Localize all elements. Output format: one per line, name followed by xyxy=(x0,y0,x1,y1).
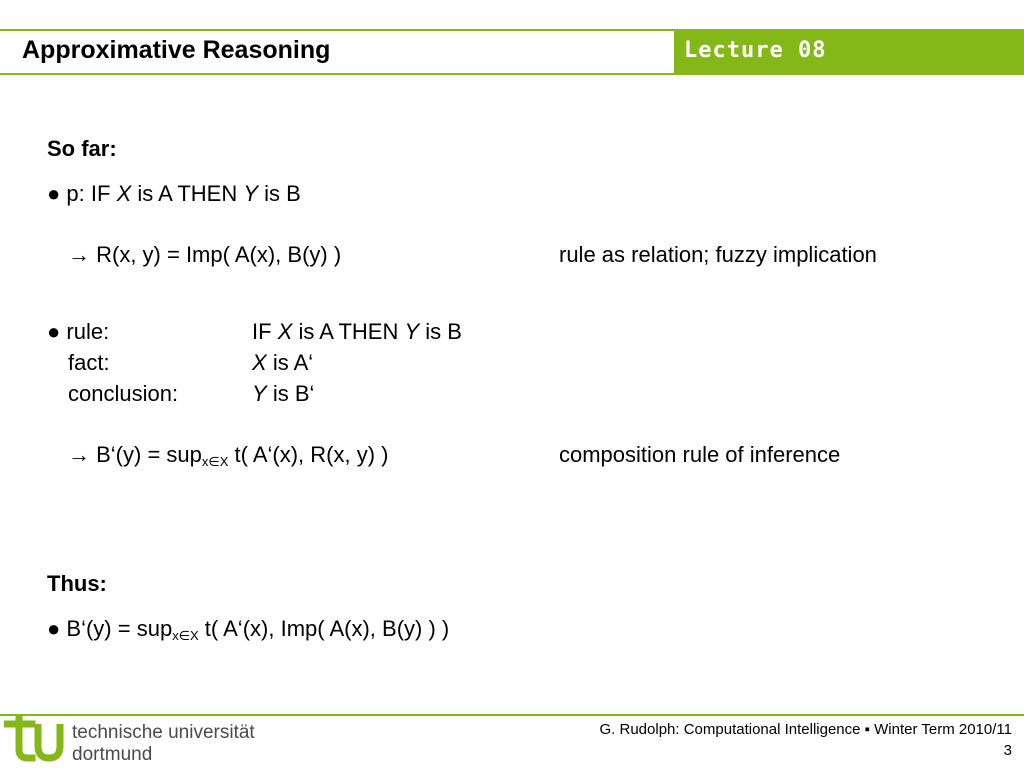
var-y: Y xyxy=(404,319,420,344)
composition-prefix: → B‘(y) = sup xyxy=(68,442,202,467)
formula-relation: → R(x, y) = Imp( A(x), B(y) ) xyxy=(68,242,342,267)
bullet-icon: ● xyxy=(47,319,61,344)
composition-sub: x∈X xyxy=(201,454,229,469)
composition-suffix: t( A‘(x), R(x, y) ) xyxy=(228,442,389,467)
bullet-icon: ● xyxy=(47,181,61,206)
comment-composition: composition rule of inference xyxy=(559,442,841,467)
university-name-line2: dortmund xyxy=(72,744,153,765)
university-name-line1: technische universität xyxy=(72,722,255,743)
comment-relation: rule as relation; fuzzy implication xyxy=(559,242,877,267)
footer-rule xyxy=(0,714,1024,716)
page-number: 3 xyxy=(1003,742,1012,759)
var-x: X xyxy=(116,181,132,206)
rule-statement xyxy=(252,319,462,345)
conclusion-suffix: is B‘ xyxy=(272,381,315,406)
rule-if: IF xyxy=(252,319,272,344)
lecture-banner xyxy=(674,29,1024,73)
var-y: Y xyxy=(243,181,259,206)
section-heading-so-far: So far: xyxy=(47,136,117,161)
bullet-line-thus xyxy=(47,616,449,642)
fact-label: fact: xyxy=(68,350,110,375)
bullet-line-rule xyxy=(47,319,109,345)
p-mid: is A THEN xyxy=(137,181,238,206)
lecture-label: Lecture 08 xyxy=(684,38,827,63)
bullet-line-p xyxy=(47,181,301,207)
header-bottom-rule xyxy=(0,73,1024,75)
rule-suffix: is B xyxy=(425,319,462,344)
fact-statement xyxy=(252,350,313,376)
tu-logo-icon xyxy=(4,716,64,764)
p-suffix: is B xyxy=(264,181,301,206)
thus-sub: x∈X xyxy=(172,628,199,643)
var-y: Y xyxy=(252,381,267,406)
bullet-icon: ● xyxy=(47,616,61,641)
footer-credit: G. Rudolph: Computational Intelligence ▪ Winter Term 2010/11 xyxy=(599,721,1012,738)
page-title: Approximative Reasoning xyxy=(22,36,331,64)
var-x: X xyxy=(252,350,267,375)
rule-label: rule: xyxy=(66,319,110,344)
thus-prefix: B‘(y) = sup xyxy=(66,616,173,641)
section-heading-thus: Thus: xyxy=(47,571,107,596)
conclusion-label: conclusion: xyxy=(68,381,179,406)
var-x: X xyxy=(277,319,293,344)
thus-suffix: t( A‘(x), Imp( A(x), B(y) ) ) xyxy=(198,616,450,641)
formula-composition xyxy=(68,442,388,468)
rule-mid: is A THEN xyxy=(298,319,399,344)
conclusion-statement xyxy=(252,381,314,407)
fact-suffix: is A‘ xyxy=(272,350,314,375)
p-prefix: p: IF xyxy=(66,181,111,206)
